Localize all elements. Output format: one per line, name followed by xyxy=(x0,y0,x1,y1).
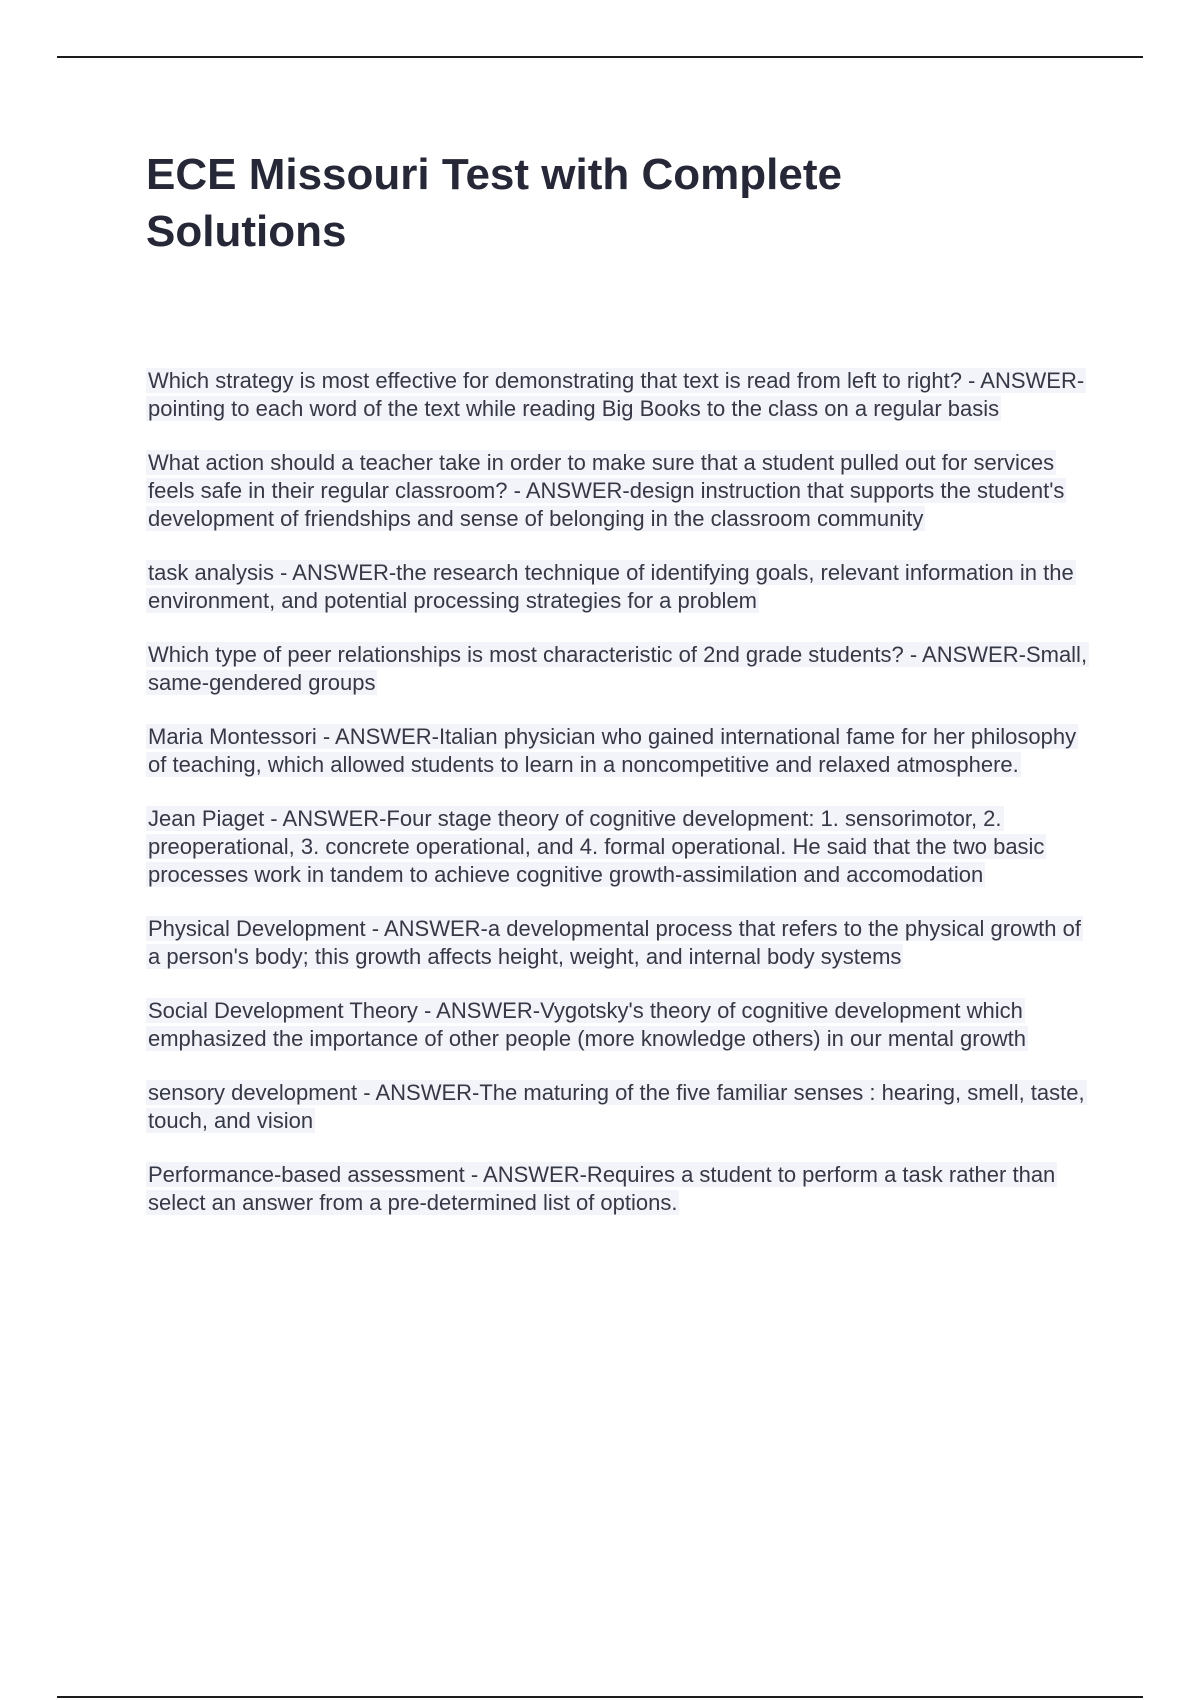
document-title: ECE Missouri Test with Complete Solutions xyxy=(146,150,842,256)
qa-item xyxy=(146,723,1096,779)
qa-item xyxy=(146,915,1096,971)
qa-text: Which type of peer relationships is most characteristic of 2nd grade students? - ANSWER-Small, same-gendered groups xyxy=(148,642,1088,695)
qa-item xyxy=(146,559,1096,615)
qa-text: Social Development Theory - ANSWER-Vygotsky's theory of cognitive development which emphasized the importance of other people (more knowledge others) in our mental growth xyxy=(148,998,1027,1051)
qa-item xyxy=(146,1161,1096,1217)
qa-text: Performance-based assessment - ANSWER-Requires a student to perform a task rather than select an answer from a pre-determined list of options. xyxy=(148,1162,1056,1215)
qa-text: Physical Development - ANSWER-a developmental process that refers to the physical growth of a person's body; this growth affects height, weight, and internal body systems xyxy=(148,916,1081,969)
qa-text: task analysis - ANSWER-the research technique of identifying goals, relevant information in the environment, and potential processing strategies for a problem xyxy=(148,560,1074,613)
qa-text: Maria Montessori - ANSWER-Italian physician who gained international fame for her philosophy of teaching, which allowed students to learn in a noncompetitive and relaxed atmosphere. xyxy=(148,724,1077,777)
qa-text: Which strategy is most effective for demonstrating that text is read from left to right? - ANSWER-pointing to each word of the text while reading Big Books to the class on a regular basis xyxy=(148,368,1085,421)
qa-item xyxy=(146,641,1096,697)
qa-text: What action should a teacher take in order to make sure that a student pulled out for services feels safe in their regular classroom? - ANSWER-design instruction that supports the student's development of friendships and sense of belonging in the classroom community xyxy=(148,450,1065,531)
qa-item xyxy=(146,997,1096,1053)
bottom-rule xyxy=(57,1696,1143,1698)
qa-item xyxy=(146,1079,1096,1135)
top-rule xyxy=(57,56,1143,58)
qa-text: Jean Piaget - ANSWER-Four stage theory of cognitive development: 1. sensorimotor, 2. preoperational, 3. concrete operational, and 4. formal operational. He said that the two basic processes work in tandem to achieve cognitive growth-assimilation and accomodation xyxy=(148,806,1045,887)
qa-item xyxy=(146,367,1096,423)
qa-text: sensory development - ANSWER-The maturing of the five familiar senses : hearing, smell, taste, touch, and vision xyxy=(148,1080,1085,1133)
qa-item xyxy=(146,805,1096,889)
qa-item xyxy=(146,449,1096,533)
qa-list xyxy=(146,367,1096,1243)
